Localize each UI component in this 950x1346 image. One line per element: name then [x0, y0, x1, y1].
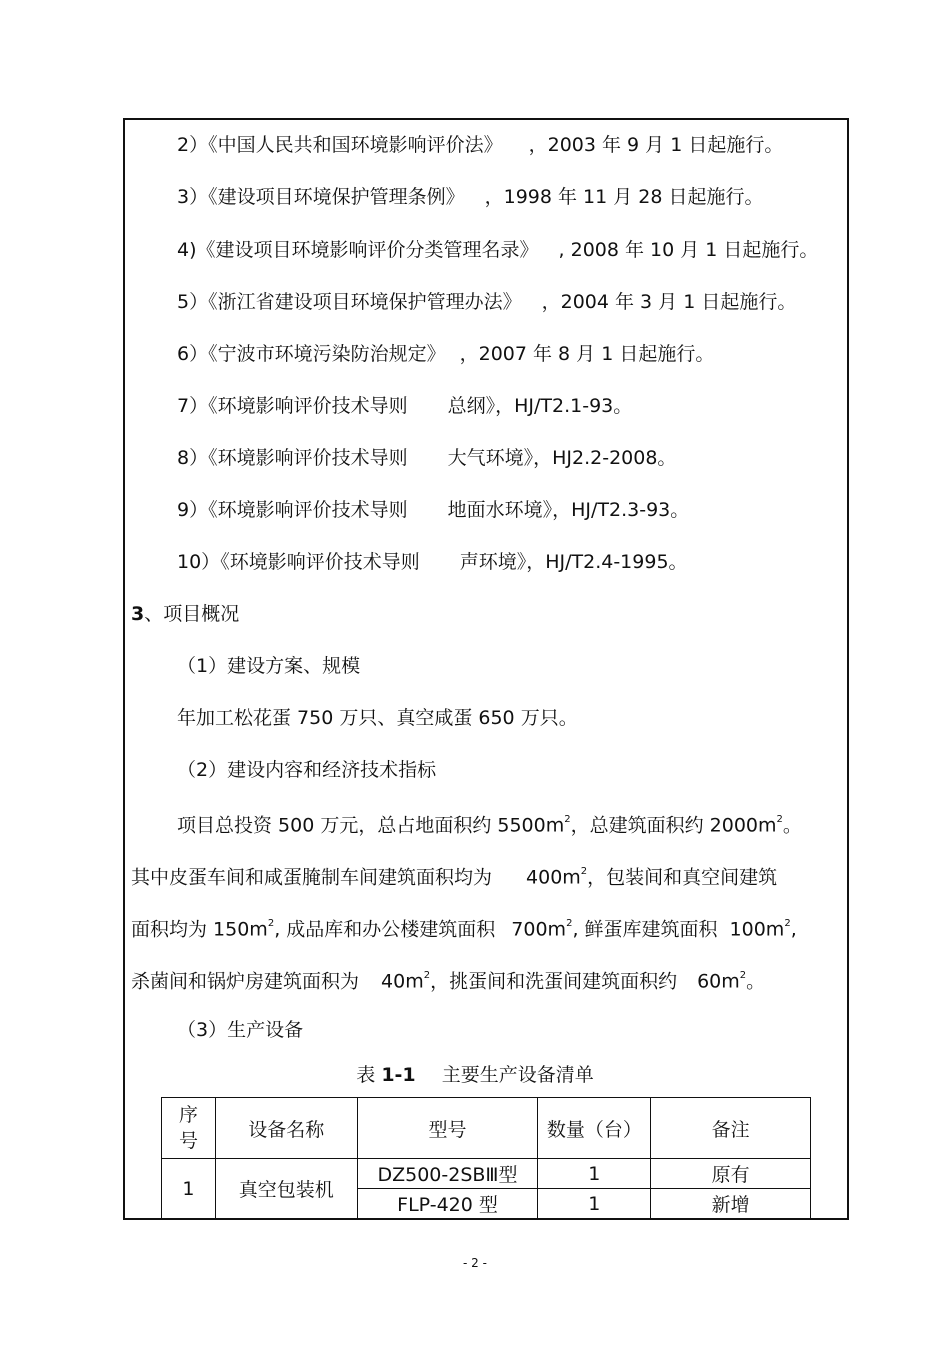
- cell-note: 新增: [651, 1189, 811, 1219]
- header-index: [162, 1098, 216, 1159]
- superscript: 2: [784, 918, 791, 929]
- caption-title: 主要生产设备清单: [441, 1064, 594, 1086]
- text-segment: 杀菌间和锅炉房建筑面积为: [131, 970, 360, 993]
- cell-quantity: 1: [538, 1189, 651, 1219]
- law-number: 3）: [177, 186, 209, 208]
- law-item-4: [177, 238, 818, 262]
- text-segment: 400m: [526, 866, 581, 889]
- text-segment: 其中皮蛋车间和咸蛋腌制车间建筑面积均为: [131, 866, 493, 889]
- law-date: ，2007 年 8 月 1 日起施行。: [459, 343, 715, 365]
- law-item-7: [177, 394, 632, 418]
- law-number: 6）: [177, 343, 209, 365]
- header-index-text: 序号: [178, 1104, 198, 1152]
- text-segment: 40m: [381, 970, 424, 993]
- law-title: 《建设项目环境影响评价分类管理名录》: [196, 239, 539, 261]
- text-segment: ,: [790, 918, 797, 941]
- superscript: 2: [739, 970, 747, 981]
- header-note: 备注: [651, 1098, 811, 1159]
- indicator-line-2: [131, 862, 777, 889]
- law-item-8: [177, 446, 676, 470]
- law-title: 《中国人民共和国环境影响评价法》: [208, 134, 503, 156]
- subsection-3-heading: [177, 1018, 303, 1042]
- indicator-line-3: [131, 914, 797, 941]
- text-segment: ，总建筑面积约 2000m: [570, 814, 777, 837]
- law-item-5: [177, 290, 796, 314]
- law-date: ，1998 年 11 月 28 日起施行。: [484, 186, 764, 208]
- law-date: ，2004 年 3 月 1 日起施行。: [541, 291, 797, 313]
- cell-note: 原有: [651, 1159, 811, 1189]
- superscript: 2: [564, 814, 571, 825]
- page-number: - 2 -: [463, 1256, 487, 1270]
- law-subtitle: 总纲》，HJ/T2.1-93。: [447, 395, 633, 417]
- text-segment: 。: [746, 970, 766, 993]
- law-subtitle: 声环境》，HJ/T2.4-1995。: [459, 551, 688, 573]
- caption-prefix: 表: [356, 1064, 376, 1086]
- equipment-table: [161, 1097, 811, 1219]
- table-row: [162, 1159, 811, 1189]
- text-segment: 项目总投资 500 万元，总占地面积约 5500m: [177, 814, 565, 837]
- law-item-10: [177, 550, 688, 574]
- law-subtitle: 大气环境》，HJ2.2-2008。: [447, 447, 677, 469]
- indicator-line-1: [177, 810, 802, 837]
- indicator-line-4: [131, 966, 765, 993]
- text-segment: , 鲜蛋库建筑面积: [572, 918, 718, 941]
- law-item-6: [177, 342, 714, 366]
- scale-text: 年加工松花蛋 750 万只、真空咸蛋 650 万只。: [177, 707, 578, 729]
- text-segment: ，包装间和真空间建筑: [587, 866, 778, 889]
- law-title: 《环境影响评价技术导则: [208, 447, 408, 469]
- superscript: 2: [267, 918, 275, 929]
- scale-paragraph: [177, 706, 578, 730]
- header-name: 设备名称: [215, 1098, 357, 1159]
- law-number: 5）: [177, 291, 209, 313]
- superscript: 2: [566, 918, 573, 929]
- law-number: 2）: [177, 134, 209, 156]
- subsection-title: （2）建设内容和经济技术指标: [177, 759, 437, 781]
- law-title: 《环境影响评价技术导则: [208, 499, 408, 521]
- law-title: 《建设项目环境保护管理条例》: [208, 186, 465, 208]
- subsection-1-heading: [177, 654, 360, 678]
- cell-model: FLP-420 型: [357, 1189, 538, 1219]
- law-date: ，2003 年 9 月 1 日起施行。: [528, 134, 784, 156]
- section-title: 、项目概况: [144, 603, 240, 625]
- law-subtitle: 地面水环境》，HJ/T2.3-93。: [447, 499, 690, 521]
- cell-quantity: 1: [538, 1159, 651, 1189]
- law-item-2: [177, 133, 783, 157]
- text-segment: , 成品库和办公楼建筑面积: [274, 918, 496, 941]
- superscript: 2: [423, 970, 431, 981]
- law-title: 《环境影响评价技术导则: [220, 551, 420, 573]
- text-segment: 60m: [697, 970, 740, 993]
- law-number: 8）: [177, 447, 209, 469]
- superscript: 2: [580, 866, 588, 877]
- superscript: 2: [776, 814, 783, 825]
- text-segment: ，挑蛋间和洗蛋间建筑面积约: [430, 970, 678, 993]
- table-caption: [0, 1060, 950, 1087]
- subsection-title: （1）建设方案、规模: [177, 655, 361, 677]
- law-item-9: [177, 498, 689, 522]
- law-title: 《浙江省建设项目环境保护管理办法》: [208, 291, 522, 313]
- law-number: 4): [177, 239, 197, 261]
- law-date: , 2008 年 10 月 1 日起施行。: [558, 239, 819, 261]
- law-title: 《宁波市环境污染防治规定》: [208, 343, 446, 365]
- cell-name: 真空包装机: [215, 1159, 357, 1219]
- section-heading: [131, 602, 239, 626]
- caption-number: 1-1: [381, 1064, 416, 1086]
- text-segment: 700m: [511, 918, 567, 941]
- law-item-3: [177, 185, 764, 209]
- law-number: 7）: [177, 395, 209, 417]
- cell-model: DZ500-2SBⅢ型: [357, 1159, 538, 1189]
- text-segment: 面积均为 150m: [131, 918, 268, 941]
- law-number: 9）: [177, 499, 209, 521]
- subsection-2-heading: [177, 758, 436, 782]
- law-title: 《环境影响评价技术导则: [208, 395, 408, 417]
- header-model: 型号: [357, 1098, 538, 1159]
- text-segment: 。: [782, 814, 802, 837]
- header-quantity: 数量（台）: [538, 1098, 651, 1159]
- law-number: 10）: [177, 551, 221, 573]
- subsection-title: （3）生产设备: [177, 1019, 304, 1041]
- text-segment: 100m: [729, 918, 785, 941]
- cell-index: 1: [162, 1159, 216, 1219]
- section-number: 3: [131, 603, 145, 625]
- table-header-row: [162, 1098, 811, 1159]
